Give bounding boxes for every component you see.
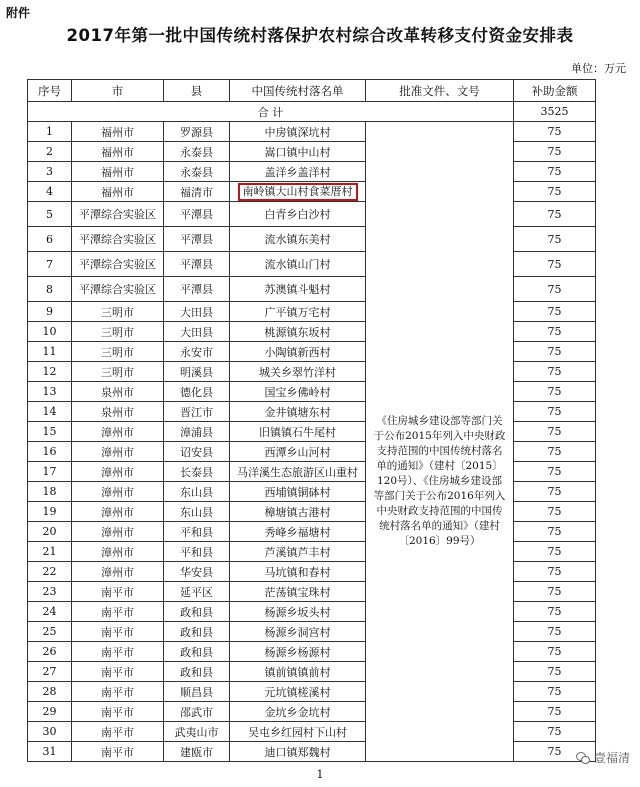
row-village: 吴屯乡红园村下山村 [230, 722, 366, 742]
header-approval: 批准文件、文号 [366, 80, 514, 102]
row-village: 金井镇塘东村 [230, 402, 366, 422]
row-city: 福州市 [72, 142, 164, 162]
row-county: 政和县 [164, 662, 230, 682]
row-amount: 75 [514, 342, 596, 362]
row-amount: 75 [514, 422, 596, 442]
row-village: 盖洋乡盖洋村 [230, 162, 366, 182]
row-amount: 75 [514, 742, 596, 762]
header-no: 序号 [28, 80, 72, 102]
row-county: 明溪县 [164, 362, 230, 382]
row-county: 德化县 [164, 382, 230, 402]
row-city: 泉州市 [72, 382, 164, 402]
page-number: 1 [316, 768, 324, 781]
row-village: 镇前镇镇前村 [230, 662, 366, 682]
row-village: 秀峰乡福塘村 [230, 522, 366, 542]
row-county: 大田县 [164, 302, 230, 322]
row-number: 24 [28, 602, 72, 622]
row-village: 杨源乡洞宫村 [230, 622, 366, 642]
row-county: 平潭县 [164, 277, 230, 302]
row-city: 平潭综合实验区 [72, 202, 164, 227]
row-amount: 75 [514, 182, 596, 202]
row-county: 长泰县 [164, 462, 230, 482]
row-village: 苏澳镇斗魁村 [230, 277, 366, 302]
row-city: 漳州市 [72, 482, 164, 502]
row-county: 政和县 [164, 602, 230, 622]
watermark [576, 749, 630, 766]
row-city: 漳州市 [72, 542, 164, 562]
funding-table [27, 79, 596, 762]
row-village: 金坑乡金坑村 [230, 702, 366, 722]
row-county: 平和县 [164, 522, 230, 542]
row-amount: 75 [514, 302, 596, 322]
row-village: 马坑镇和春村 [230, 562, 366, 582]
row-amount: 75 [514, 382, 596, 402]
row-city: 漳州市 [72, 522, 164, 542]
row-number: 11 [28, 342, 72, 362]
row-county: 政和县 [164, 642, 230, 662]
row-city: 三明市 [72, 322, 164, 342]
row-county: 武夷山市 [164, 722, 230, 742]
row-number: 18 [28, 482, 72, 502]
approval-documents [366, 122, 514, 762]
row-city: 福州市 [72, 182, 164, 202]
row-amount: 75 [514, 522, 596, 542]
header-city: 市 [72, 80, 164, 102]
row-village: 西埔镇铜砵村 [230, 482, 366, 502]
row-village: 嵩口镇中山村 [230, 142, 366, 162]
row-county: 华安县 [164, 562, 230, 582]
header-village: 中国传统村落名单 [230, 80, 366, 102]
row-number: 8 [28, 277, 72, 302]
row-amount: 75 [514, 322, 596, 342]
row-village [230, 182, 366, 202]
row-city: 南平市 [72, 582, 164, 602]
row-number: 26 [28, 642, 72, 662]
row-county: 晋江市 [164, 402, 230, 422]
row-county: 漳浦县 [164, 422, 230, 442]
row-village: 元坑镇槎溪村 [230, 682, 366, 702]
row-city: 三明市 [72, 362, 164, 382]
row-amount: 75 [514, 162, 596, 182]
row-city: 福州市 [72, 122, 164, 142]
row-city: 南平市 [72, 622, 164, 642]
table-header-row [28, 80, 596, 102]
row-city: 三明市 [72, 342, 164, 362]
row-number: 28 [28, 682, 72, 702]
row-county: 罗源县 [164, 122, 230, 142]
row-amount: 75 [514, 562, 596, 582]
row-amount: 75 [514, 682, 596, 702]
row-city: 南平市 [72, 642, 164, 662]
row-county: 诏安县 [164, 442, 230, 462]
row-city: 泉州市 [72, 402, 164, 422]
row-number: 1 [28, 122, 72, 142]
row-number: 31 [28, 742, 72, 762]
row-city: 南平市 [72, 662, 164, 682]
row-amount: 75 [514, 252, 596, 277]
row-amount: 75 [514, 462, 596, 482]
row-village: 白青乡白沙村 [230, 202, 366, 227]
row-county: 延平区 [164, 582, 230, 602]
row-city: 漳州市 [72, 442, 164, 462]
row-number: 4 [28, 182, 72, 202]
row-county: 福清市 [164, 182, 230, 202]
table-row [28, 122, 596, 142]
row-county: 政和县 [164, 622, 230, 642]
row-amount: 75 [514, 722, 596, 742]
row-number: 20 [28, 522, 72, 542]
row-county: 永泰县 [164, 162, 230, 182]
row-number: 7 [28, 252, 72, 277]
row-village: 芦溪镇芦丰村 [230, 542, 366, 562]
row-city: 南平市 [72, 742, 164, 762]
row-county: 永安市 [164, 342, 230, 362]
row-county: 东山县 [164, 482, 230, 502]
row-number: 30 [28, 722, 72, 742]
row-village: 小陶镇新西村 [230, 342, 366, 362]
row-county: 大田县 [164, 322, 230, 342]
row-village: 中房镇深坑村 [230, 122, 366, 142]
row-number: 13 [28, 382, 72, 402]
row-number: 10 [28, 322, 72, 342]
row-amount: 75 [514, 402, 596, 422]
approval-text: 《住房城乡建设部等部门关于公布2015年列入中央财政支持范围的中国传统村落名单的通知》（建村〔2015〕120号）、《住房城乡建设部等部门关于公布2016年列入中央财政支持范围的中国传统村落名单的通知》（建村〔2016〕99号） [373, 415, 506, 547]
row-village: 迪口镇郑魏村 [230, 742, 366, 762]
row-county: 永泰县 [164, 142, 230, 162]
row-number: 12 [28, 362, 72, 382]
row-village: 茫荡镇宝珠村 [230, 582, 366, 602]
row-village: 流水镇东美村 [230, 227, 366, 252]
row-number: 6 [28, 227, 72, 252]
row-city: 漳州市 [72, 462, 164, 482]
total-label: 合 计 [28, 102, 514, 122]
row-city: 三明市 [72, 302, 164, 322]
row-county: 顺昌县 [164, 682, 230, 702]
row-village: 杨源乡杨源村 [230, 642, 366, 662]
unit-label: 单位：万元 [571, 62, 626, 75]
header-county: 县 [164, 80, 230, 102]
row-village: 西潭乡山河村 [230, 442, 366, 462]
row-number: 5 [28, 202, 72, 227]
row-number: 27 [28, 662, 72, 682]
row-city: 福州市 [72, 162, 164, 182]
row-city: 南平市 [72, 682, 164, 702]
row-city: 平潭综合实验区 [72, 252, 164, 277]
row-county: 平潭县 [164, 252, 230, 277]
row-county: 平潭县 [164, 202, 230, 227]
row-number: 14 [28, 402, 72, 422]
attachment-label: 附件 [6, 6, 31, 20]
row-amount: 75 [514, 482, 596, 502]
row-village: 流水镇山门村 [230, 252, 366, 277]
row-city: 南平市 [72, 702, 164, 722]
row-village: 旧镇镇石牛尾村 [230, 422, 366, 442]
row-city: 南平市 [72, 602, 164, 622]
wechat-icon [576, 752, 590, 764]
row-number: 21 [28, 542, 72, 562]
row-village: 城关乡翠竹洋村 [230, 362, 366, 382]
row-amount: 75 [514, 702, 596, 722]
row-number: 17 [28, 462, 72, 482]
row-village: 国宝乡佛岭村 [230, 382, 366, 402]
highlighted-village: 南岭镇大山村食菜厝村 [238, 183, 358, 201]
row-number: 9 [28, 302, 72, 322]
row-village: 广平镇万宅村 [230, 302, 366, 322]
total-amount: 3525 [514, 102, 596, 122]
document-title: 2017年第一批中国传统村落保护农村综合改革转移支付资金安排表 [66, 26, 574, 45]
row-city: 漳州市 [72, 562, 164, 582]
row-county: 建瓯市 [164, 742, 230, 762]
row-number: 23 [28, 582, 72, 602]
row-number: 16 [28, 442, 72, 462]
row-county: 东山县 [164, 502, 230, 522]
row-amount: 75 [514, 622, 596, 642]
row-city: 平潭综合实验区 [72, 227, 164, 252]
row-amount: 75 [514, 542, 596, 562]
row-amount: 75 [514, 277, 596, 302]
header-amount: 补助金额 [514, 80, 596, 102]
row-number: 19 [28, 502, 72, 522]
row-amount: 75 [514, 202, 596, 227]
row-village: 杨源乡坂头村 [230, 602, 366, 622]
row-county: 邵武市 [164, 702, 230, 722]
row-city: 漳州市 [72, 422, 164, 442]
row-number: 3 [28, 162, 72, 182]
row-village: 樟塘镇古港村 [230, 502, 366, 522]
row-county: 平和县 [164, 542, 230, 562]
row-amount: 75 [514, 362, 596, 382]
row-number: 2 [28, 142, 72, 162]
row-village: 桃源镇东坂村 [230, 322, 366, 342]
total-row [28, 102, 596, 122]
row-number: 15 [28, 422, 72, 442]
watermark-text: 壹福清 [593, 751, 630, 765]
row-village: 马洋溪生态旅游区山重村 [230, 462, 366, 482]
row-number: 25 [28, 622, 72, 642]
row-amount: 75 [514, 602, 596, 622]
row-city: 漳州市 [72, 502, 164, 522]
row-amount: 75 [514, 442, 596, 462]
row-amount: 75 [514, 227, 596, 252]
row-amount: 75 [514, 662, 596, 682]
row-city: 南平市 [72, 722, 164, 742]
row-number: 29 [28, 702, 72, 722]
row-amount: 75 [514, 502, 596, 522]
row-amount: 75 [514, 122, 596, 142]
row-county: 平潭县 [164, 227, 230, 252]
row-city: 平潭综合实验区 [72, 277, 164, 302]
row-number: 22 [28, 562, 72, 582]
row-amount: 75 [514, 582, 596, 602]
row-amount: 75 [514, 642, 596, 662]
row-amount: 75 [514, 142, 596, 162]
